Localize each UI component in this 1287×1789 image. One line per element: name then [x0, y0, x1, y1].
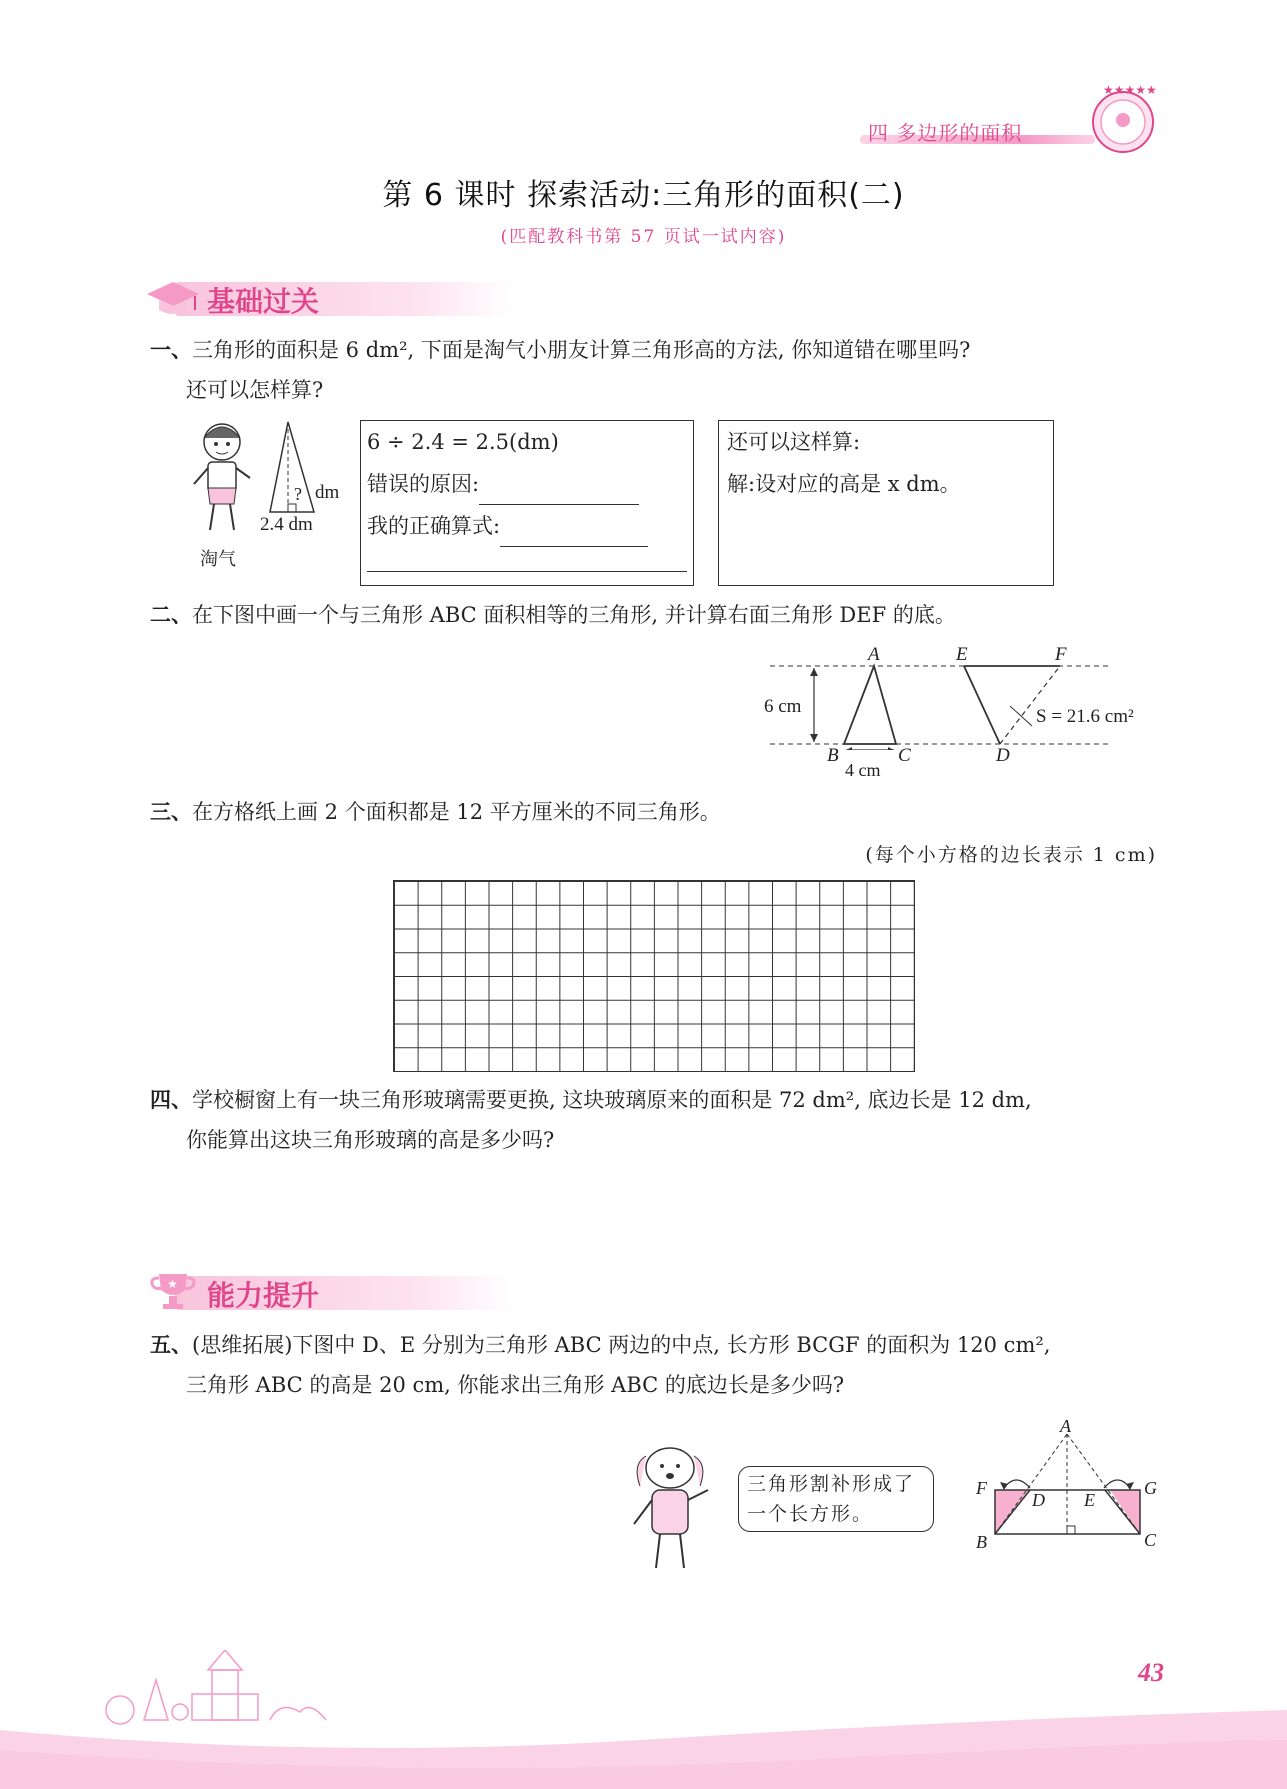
q1-text: 三角形的面积是 6 dm², 下面是淘气小朋友计算三角形高的方法, 你知道错在哪里吗?	[192, 338, 971, 362]
q2-label-b: B	[827, 745, 839, 766]
q5-label-d: D	[1032, 1490, 1045, 1510]
badge-logo	[1085, 80, 1161, 156]
q1-base-label: 2.4 dm	[260, 514, 313, 535]
q5-text: (思维拓展)下图中 D、E 分别为三角形 ABC 两边的中点, 长方形 BCGF 的面积为 120 cm²,	[192, 1333, 1051, 1357]
svg-text:★★★★★: ★★★★★	[1103, 83, 1157, 97]
section-advanced-label: 能力提升	[207, 1279, 320, 1312]
q5-number: 五、	[150, 1332, 192, 1357]
section-basic	[145, 276, 525, 318]
q5-label-c: C	[1144, 1530, 1157, 1550]
character-name: 淘气	[200, 549, 236, 570]
q5-label-a: A	[1060, 1416, 1071, 1436]
q5-line2: 三角形 ABC 的高是 20 cm, 你能求出三角形 ABC 的底边长是多少吗?	[186, 1373, 845, 1397]
q1-height-unit: dm	[315, 482, 340, 503]
q1-calc: 6 ÷ 2.4 = 2.5(dm)	[367, 430, 559, 454]
q2-number: 二、	[150, 602, 192, 627]
graduation-cap-icon	[145, 278, 201, 318]
svg-text:★: ★	[167, 1277, 178, 1291]
q1-number: 一、	[150, 337, 192, 362]
q5-label-f: F	[976, 1478, 987, 1498]
dog-character	[626, 1434, 716, 1576]
bubble-line1: 三角形割补形成了	[747, 1473, 916, 1495]
q5-label-e: E	[1084, 1490, 1095, 1510]
section-basic-label: 基础过关	[207, 285, 320, 318]
q2-area-label: S = 21.6 cm²	[1036, 706, 1134, 727]
q1-correct-blank[interactable]	[500, 524, 648, 547]
bubble-line2: 一个长方形。	[747, 1503, 874, 1525]
q4-line1	[150, 1080, 1210, 1120]
q2-line	[150, 595, 1170, 635]
q2-label-f: F	[1055, 644, 1067, 665]
speech-bubble	[738, 1466, 934, 1532]
q2-label-c: C	[898, 745, 911, 766]
q2-label-a: A	[868, 644, 880, 665]
graph-paper-grid[interactable]	[393, 880, 915, 1072]
trophy-icon	[149, 1270, 197, 1312]
q3-note: (每个小方格的边长表示 1 cm)	[865, 844, 1157, 866]
q1-line2: 还可以怎样算?	[186, 378, 324, 402]
boy-character	[188, 418, 258, 542]
q2-height-label: 6 cm	[764, 696, 802, 717]
q2-base-label: 4 cm	[845, 760, 881, 780]
page-subtitle: (匹配教科书第 57 页试一试内容)	[500, 227, 787, 247]
q1-height-mark: ?	[294, 484, 302, 504]
q2-label-e: E	[956, 644, 968, 665]
q1-alt-line1: 还可以这样算:	[727, 430, 861, 454]
q3-line	[150, 792, 1170, 832]
page-number: 43	[1138, 1658, 1164, 1687]
q3-text: 在方格纸上画 2 个面积都是 12 平方厘米的不同三角形。	[192, 800, 721, 824]
q1-reason-row	[361, 463, 693, 505]
q2-text: 在下图中画一个与三角形 ABC 面积相等的三角形, 并计算右面三角形 DEF 的底。	[192, 603, 956, 627]
q1-extra-blank[interactable]	[367, 561, 687, 572]
q4-line2: 你能算出这块三角形玻璃的高是多少吗?	[186, 1128, 555, 1152]
chapter-heading: 四 多边形的面积	[868, 121, 1023, 145]
q1-line1	[150, 330, 1170, 370]
q4-text: 学校橱窗上有一块三角形玻璃需要更换, 这块玻璃原来的面积是 72 dm², 底边长是 12 dm,	[192, 1088, 1032, 1112]
section-advanced	[145, 1270, 525, 1312]
q3-number: 三、	[150, 799, 192, 824]
q5-label-b: B	[976, 1532, 987, 1552]
q2-label-d: D	[996, 745, 1010, 766]
q1-alt-line2: 解:设对应的高是 x dm。	[727, 472, 961, 496]
q1-correct-row	[361, 505, 693, 547]
q1-box-alt	[718, 420, 1054, 586]
castle-decoration	[100, 1650, 340, 1730]
q4-number: 四、	[150, 1087, 192, 1112]
q5-label-g: G	[1144, 1478, 1157, 1498]
q5-line1	[150, 1325, 1210, 1365]
q1-correct-label: 我的正确算式:	[367, 514, 501, 538]
q5-figure	[990, 1430, 1142, 1542]
q1-reason-blank[interactable]	[479, 482, 639, 505]
q1-reason-label: 错误的原因:	[367, 472, 480, 496]
page-title: 第 6 课时 探索活动:三角形的面积(二)	[382, 178, 905, 213]
q1-box-wrong	[360, 420, 694, 586]
